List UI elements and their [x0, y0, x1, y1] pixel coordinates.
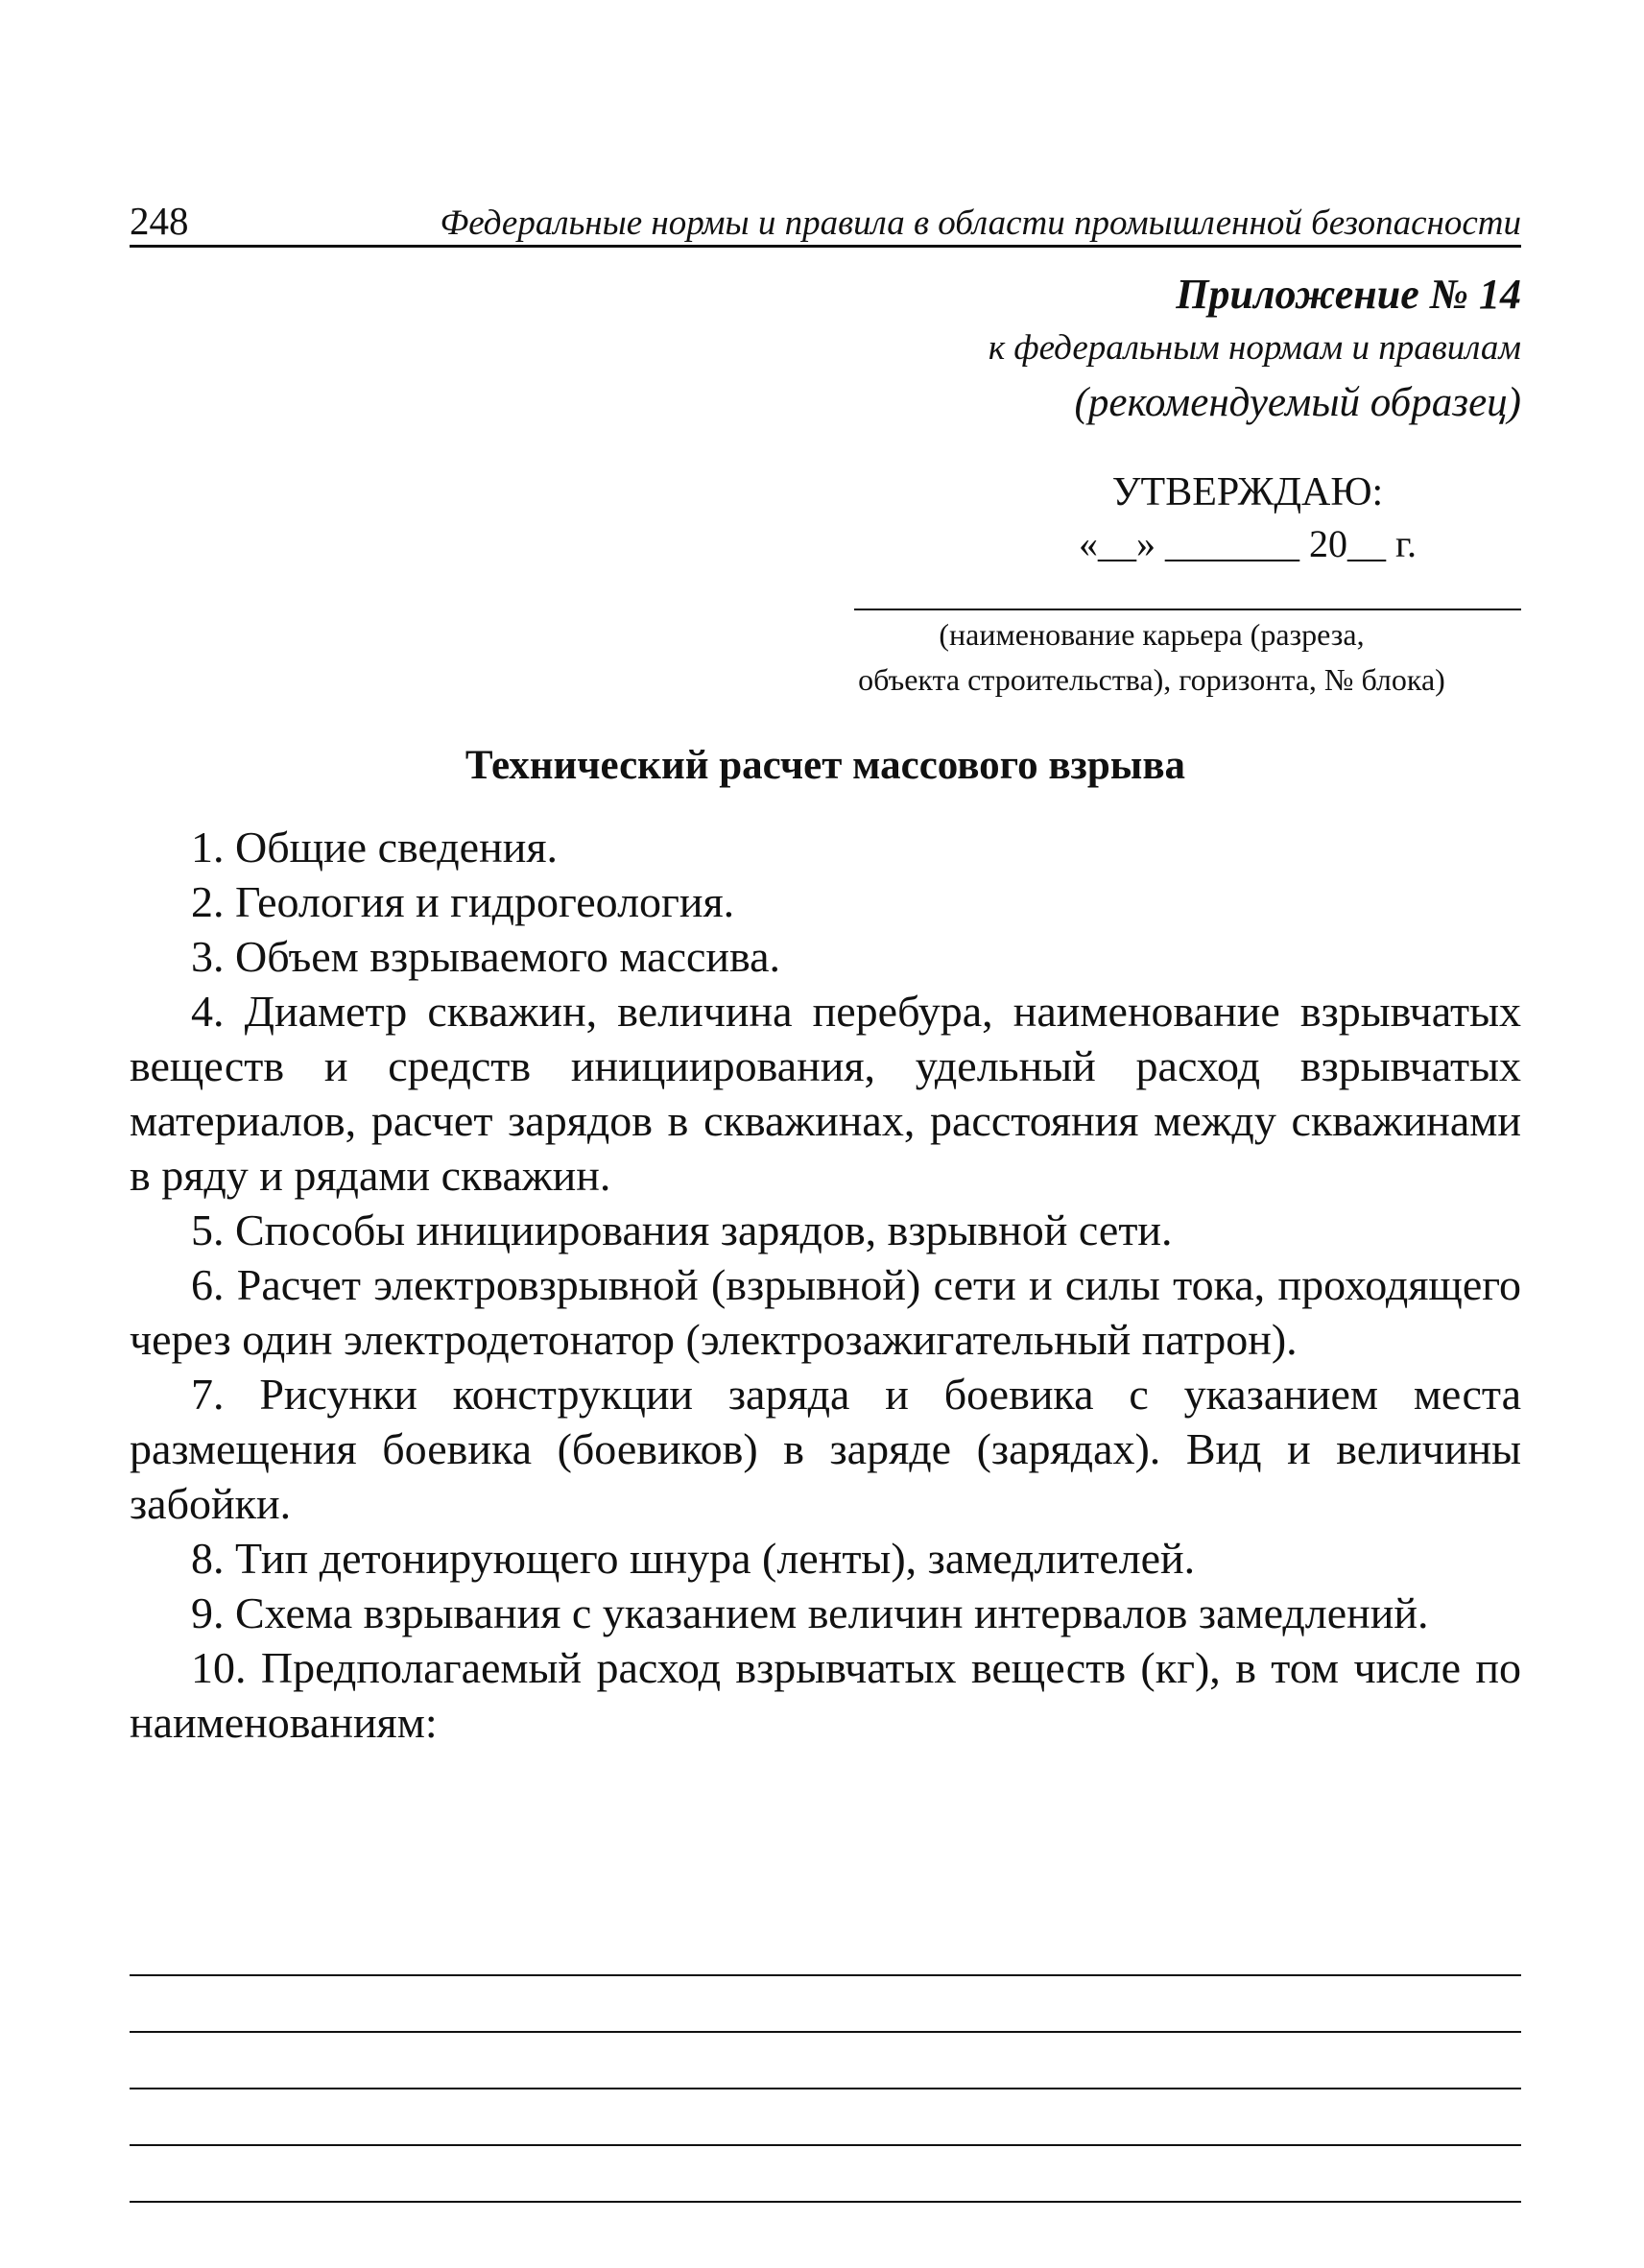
list-item: 9. Схема взрывания с указанием величин интервалов замедлений.: [191, 1588, 1429, 1637]
answer-line: [130, 1920, 1521, 1976]
running-title: Федеральные нормы и правила в области промышленной безопасности: [440, 203, 1521, 243]
list-item: 7. Рисунки конструкции заряда и боевика с указанием места размещения боевика (боевиков) в заряде (зарядах). Вид и величины забойки.: [130, 1370, 1521, 1528]
answer-line: [130, 1976, 1521, 2033]
appendix-title: Приложение № 14: [1176, 271, 1521, 318]
approval-title: УТВЕРЖДАЮ:: [1111, 470, 1384, 514]
approval-date: «__» _______ 20__ г.: [1079, 522, 1417, 565]
signature-caption-line-2: объекта строительства), горизонта, № блока): [858, 662, 1445, 697]
document-page: [130, 163, 1521, 2217]
appendix-note: (рекомендуемый образец): [1074, 380, 1521, 425]
page-number: 248: [130, 199, 189, 243]
document-title: Технический расчет массового взрыва: [465, 743, 1186, 788]
approval-block: [1036, 466, 1459, 570]
list-item: 5. Способы инициирования зарядов, взрывной сети.: [191, 1206, 1173, 1254]
signature-line: [854, 609, 1521, 610]
list-item: 10. Предполагаемый расход взрывчатых веществ (кг), в том числе по наименованиям:: [130, 1643, 1521, 1747]
signature-caption: [782, 612, 1521, 703]
answer-line: [130, 2089, 1521, 2146]
answer-line: [130, 2146, 1521, 2203]
appendix-block: [657, 267, 1521, 432]
answer-lines: [130, 1920, 1521, 2203]
appendix-subtitle: к федеральным нормам и правилам: [988, 328, 1521, 368]
list-item: 3. Объем взрываемого массива.: [191, 932, 781, 981]
list-item: 6. Расчет электровзрывной (взрывной) сети и силы тока, проходящего через один электродетонатор (электрозажигательный патрон).: [130, 1260, 1521, 1364]
running-header: [130, 187, 1521, 248]
answer-line: [130, 2033, 1521, 2089]
requirements-list: [130, 820, 1521, 1750]
list-item: 2. Геология и гидрогеология.: [191, 877, 735, 926]
signature-caption-line-1: (наименование карьера (разреза,: [939, 617, 1365, 652]
list-item: 8. Тип детонирующего шнура (ленты), замедлителей.: [191, 1534, 1196, 1583]
list-item: 4. Диаметр скважин, величина перебура, наименование взрывчатых веществ и средств инициирования, удельный расход взрывчатых материалов, расчет зарядов в скважинах, расстояния между скважинами в ряду и рядами скважин.: [130, 987, 1521, 1200]
list-item: 1. Общие сведения.: [191, 823, 558, 871]
